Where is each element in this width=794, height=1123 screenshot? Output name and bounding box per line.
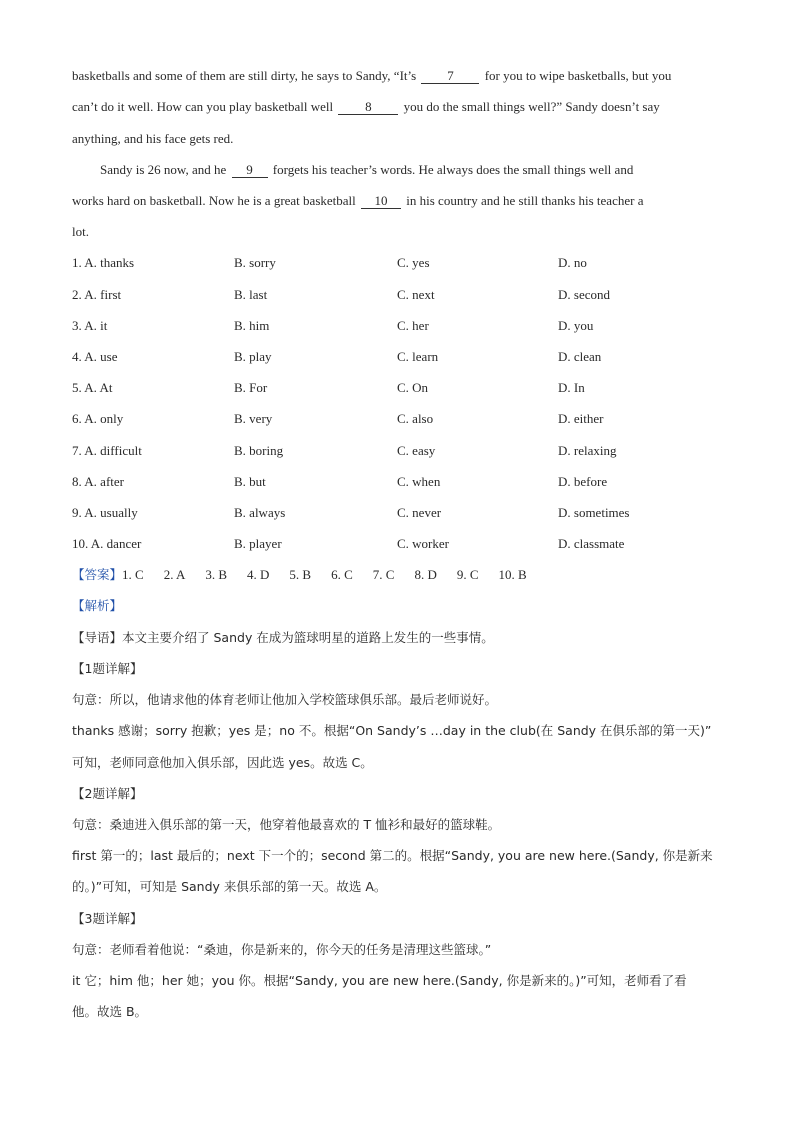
option-d: D. sometimes bbox=[558, 505, 630, 520]
option-c: C. never bbox=[397, 505, 442, 520]
option-a: 5. A. At bbox=[72, 380, 113, 395]
option-c: C. On bbox=[397, 380, 429, 395]
answer-item: 2. A bbox=[163, 567, 186, 582]
option-row bbox=[72, 379, 732, 397]
answer-row bbox=[72, 566, 547, 584]
blank-9: 9 bbox=[232, 162, 268, 178]
option-b: B. play bbox=[234, 349, 272, 364]
option-row bbox=[72, 442, 732, 460]
option-b: B. last bbox=[234, 287, 268, 302]
q2-meaning: 句意：桑迪进入俱乐部的第一天，他穿着他最喜欢的 T 恤衫和最好的篮球鞋。 bbox=[72, 817, 501, 832]
intro-text: 本文主要介绍了 Sandy 在成为篮球明星的道路上发生的一些事情。 bbox=[122, 630, 494, 645]
q3-title: 【3题详解】 bbox=[72, 911, 143, 926]
answer-item: 6. C bbox=[331, 567, 353, 582]
answer-item: 3. B bbox=[205, 567, 228, 582]
passage-line bbox=[100, 161, 633, 179]
q3-explanation: it 它；him 他；her 她；you 你。根据“Sandy, you are new here.(Sandy, 你是新来的。)”可知，老师看了看 bbox=[72, 973, 687, 988]
q2-title: 【2题详解】 bbox=[72, 786, 143, 801]
option-b: B. boring bbox=[234, 443, 284, 458]
q1-title: 【1题详解】 bbox=[72, 661, 143, 676]
option-d: D. second bbox=[558, 287, 610, 302]
option-b: B. very bbox=[234, 411, 273, 426]
option-d: D. you bbox=[558, 318, 594, 333]
analysis-label: 【解析】 bbox=[72, 598, 123, 613]
option-row bbox=[72, 254, 732, 272]
option-c: C. worker bbox=[397, 536, 449, 551]
option-c: C. easy bbox=[397, 443, 436, 458]
passage-line bbox=[72, 98, 660, 116]
answer-item: 5. B bbox=[289, 567, 312, 582]
q1-explanation: 可知，老师同意他加入俱乐部，因此选 yes。故选 C。 bbox=[72, 755, 373, 770]
option-row bbox=[72, 410, 732, 428]
option-b: B. For bbox=[234, 380, 268, 395]
option-b: B. him bbox=[234, 318, 270, 333]
option-row bbox=[72, 504, 732, 522]
option-row bbox=[72, 317, 732, 335]
passage-line: lot. bbox=[72, 224, 89, 239]
passage-text: in his country and he still thanks his teacher a bbox=[403, 193, 644, 208]
q3-meaning: 句意：老师看着他说：“桑迪，你是新来的，你今天的任务是清理这些篮球。” bbox=[72, 942, 492, 957]
blank-7: 7 bbox=[421, 68, 479, 84]
passage-text: works hard on basketball. Now he is a great basketball bbox=[72, 193, 360, 208]
option-c: C. her bbox=[397, 318, 429, 333]
option-row bbox=[72, 348, 732, 366]
option-d: D. either bbox=[558, 411, 604, 426]
passage-text: Sandy is 26 now, and he bbox=[100, 162, 230, 177]
option-b: B. but bbox=[234, 474, 266, 489]
option-c: C. yes bbox=[397, 255, 430, 270]
option-row bbox=[72, 535, 732, 553]
option-c: C. next bbox=[397, 287, 435, 302]
option-d: D. before bbox=[558, 474, 608, 489]
option-a: 2. A. first bbox=[72, 287, 122, 302]
passage-text: you do the small things well?” Sandy doesn’t say bbox=[400, 99, 660, 114]
option-a: 7. A. difficult bbox=[72, 443, 142, 458]
passage-line bbox=[72, 192, 643, 210]
option-a: 3. A. it bbox=[72, 318, 108, 333]
passage-text: for you to wipe basketballs, but you bbox=[481, 68, 672, 83]
option-row bbox=[72, 473, 732, 491]
option-d: D. In bbox=[558, 380, 585, 395]
answer-item: 4. D bbox=[247, 567, 270, 582]
option-d: D. clean bbox=[558, 349, 602, 364]
option-a: 10. A. dancer bbox=[72, 536, 142, 551]
passage-text: can’t do it well. How can you play basketball well bbox=[72, 99, 337, 114]
passage-text: forgets his teacher’s words. He always does the small things well and bbox=[269, 162, 634, 177]
option-row bbox=[72, 286, 732, 304]
intro-label: 【导语】 bbox=[72, 630, 123, 645]
option-a: 9. A. usually bbox=[72, 505, 138, 520]
answer-label: 【答案】 bbox=[72, 567, 123, 582]
blank-10: 10 bbox=[361, 193, 401, 209]
answer-item: 9. C bbox=[456, 567, 479, 582]
q3-explanation: 他。故选 B。 bbox=[72, 1004, 148, 1019]
intro-line bbox=[72, 629, 494, 647]
q2-explanation: 的。)”可知，可知是 Sandy 来俱乐部的第一天。故选 A。 bbox=[72, 879, 387, 894]
passage-text: basketballs and some of them are still dirty, he says to Sandy, “It’s bbox=[72, 68, 420, 83]
option-a: 6. A. only bbox=[72, 411, 124, 426]
q1-meaning: 句意：所以，他请求他的体育老师让他加入学校篮球俱乐部。最后老师说好。 bbox=[72, 692, 498, 707]
blank-8: 8 bbox=[338, 99, 398, 115]
passage-line bbox=[72, 67, 671, 85]
option-c: C. learn bbox=[397, 349, 439, 364]
q2-explanation: first 第一的；last 最后的；next 下一个的；second 第二的。根据“Sandy, you are new here.(Sandy, 你是新来 bbox=[72, 848, 713, 863]
passage-line: anything, and his face gets red. bbox=[72, 131, 234, 146]
option-a: 8. A. after bbox=[72, 474, 124, 489]
option-d: D. relaxing bbox=[558, 443, 617, 458]
answer-item: 1. C bbox=[122, 567, 144, 582]
option-c: C. also bbox=[397, 411, 434, 426]
option-b: B. player bbox=[234, 536, 282, 551]
option-a: 4. A. use bbox=[72, 349, 118, 364]
q1-explanation: thanks 感谢；sorry 抱歉；yes 是；no 不。根据“On Sandy’s …day in the club(在 Sandy 在俱乐部的第一天)” bbox=[72, 723, 712, 738]
option-c: C. when bbox=[397, 474, 441, 489]
option-b: B. sorry bbox=[234, 255, 276, 270]
option-d: D. classmate bbox=[558, 536, 625, 551]
answer-item: 10. B bbox=[498, 567, 527, 582]
answer-item: 7. C bbox=[372, 567, 395, 582]
answer-item: 8. D bbox=[414, 567, 437, 582]
option-b: B. always bbox=[234, 505, 286, 520]
option-d: D. no bbox=[558, 255, 587, 270]
option-a: 1. A. thanks bbox=[72, 255, 135, 270]
